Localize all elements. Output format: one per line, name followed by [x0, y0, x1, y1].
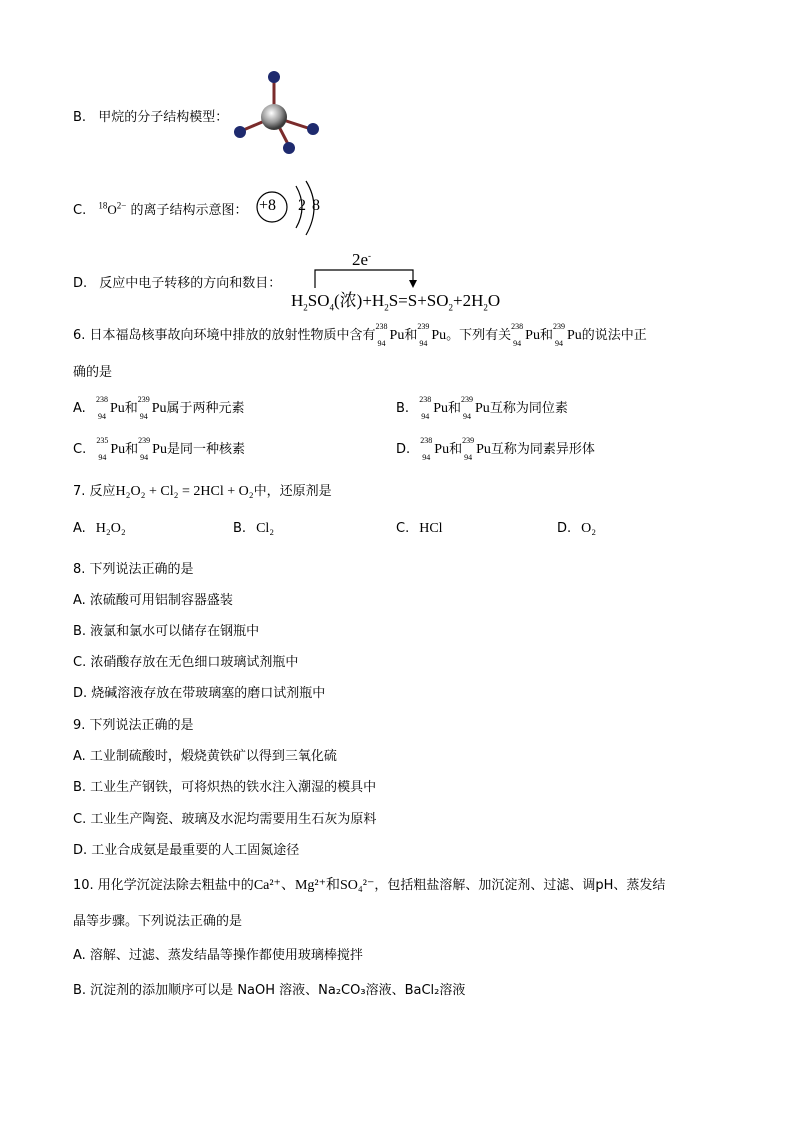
q7-option-b[interactable]: B. Cl₂ [233, 521, 275, 536]
q10-option-a[interactable]: A. 溶解、过滤、蒸发结晶等操作都使用玻璃棒搅拌 [73, 948, 363, 963]
q6-option-a[interactable]: A. 238 94 Pu和 239 94 Pu属于两种元素 [73, 395, 245, 421]
q8-option-d[interactable]: D. 烧碱溶液存放在带玻璃塞的磨口试剂瓶中 [73, 686, 326, 701]
q8-option-a[interactable]: A. 浓硫酸可用铝制容器盛装 [73, 593, 233, 608]
q9-option-b[interactable]: B. 工业生产钢铁，可将炽热的铁水注入潮湿的模具中 [73, 780, 377, 795]
option-label: B. [73, 110, 87, 125]
q7-option-a[interactable]: A. H₂O₂ [73, 521, 126, 536]
item-d [73, 272, 281, 291]
q6-option-c[interactable]: C. 235 94 Pu和 239 94 Pu是同一种核素 [73, 436, 245, 462]
mass-number: 18 [98, 200, 108, 211]
q10-ions: Ca²⁺、Mg²⁺和SO₄²⁻ [253, 878, 375, 893]
item-c [73, 199, 247, 218]
q7-stem: 7. 反应H₂O₂ + Cl₂ = 2HCl + O₂中，还原剂是 [73, 484, 332, 499]
q7-option-c[interactable]: C. HCl [396, 521, 443, 536]
q10-stem-line2: 晶等步骤。下列说法正确的是 [73, 914, 243, 929]
element-symbol: O [107, 202, 117, 217]
q8-option-b[interactable]: B. 液氯和氯水可以储存在钢瓶中 [73, 624, 260, 639]
q6-stem-line2: 确的是 [73, 365, 113, 380]
electron-transfer-label: 2e- [352, 250, 372, 269]
shell-1-electrons: 2 [298, 197, 306, 214]
shell-2-electrons: 8 [312, 197, 320, 214]
ion-charge: 2− [116, 200, 127, 211]
q9-stem: 9. 下列说法正确的是 [73, 718, 194, 733]
item-b-text: 甲烷的分子结构模型： [98, 110, 229, 125]
nucleus-charge: +8 [259, 197, 277, 214]
q7-equation: H₂O₂ + Cl₂ = 2HCl + O₂ [115, 484, 254, 499]
q10-stem-line1: 10. 用化学沉淀法除去粗盐中的Ca²⁺、Mg²⁺和SO₄²⁻，包括粗盐溶解、加沉淀剂、过滤、调pH、蒸发结 [73, 878, 666, 893]
option-label: D. [73, 276, 88, 291]
q9-option-d[interactable]: D. 工业合成氨是最重要的人工固氮途径 [73, 843, 300, 858]
q9-option-a[interactable]: A. 工业制硫酸时，煅烧黄铁矿以得到三氧化硫 [73, 749, 337, 764]
item-d-text: 反应中电子转移的方向和数目： [99, 276, 282, 291]
methane-model-image [225, 66, 325, 158]
option-label: C. [73, 203, 87, 218]
redox-equation: $H_2SO_4$(浓)$+H_2S=S+SO_2+2H_2O$ [291, 291, 501, 313]
q8-option-c[interactable]: C. 浓硝酸存放在无色细口玻璃试剂瓶中 [73, 655, 299, 670]
q6-option-d[interactable]: D. 238 94 Pu和 239 94 Pu互称为同素异形体 [396, 436, 595, 462]
item-b [73, 106, 228, 125]
q6-option-b[interactable]: B. 238 94 Pu和 239 94 Pu互称为同位素 [396, 395, 568, 421]
q8-stem: 8. 下列说法正确的是 [73, 562, 194, 577]
q9-option-c[interactable]: C. 工业生产陶瓷、玻璃及水泥均需要用生石灰为原料 [73, 812, 377, 827]
q10-option-b[interactable]: B. 沉淀剂的添加顺序可以是 NaOH 溶液、Na₂CO₃溶液、BaCl₂溶液 [73, 983, 466, 998]
q7-option-d[interactable]: D. O₂ [557, 521, 597, 536]
q6-stem-line1: 6. 日本福岛核事故向环境中排放的放射性物质中含有 238 94 Pu和 239 94 Pu。下列有关 238 94 Pu和 239 94 Pu的说法中正 [73, 322, 647, 348]
item-c-text: 的离子结构示意图： [130, 203, 248, 218]
